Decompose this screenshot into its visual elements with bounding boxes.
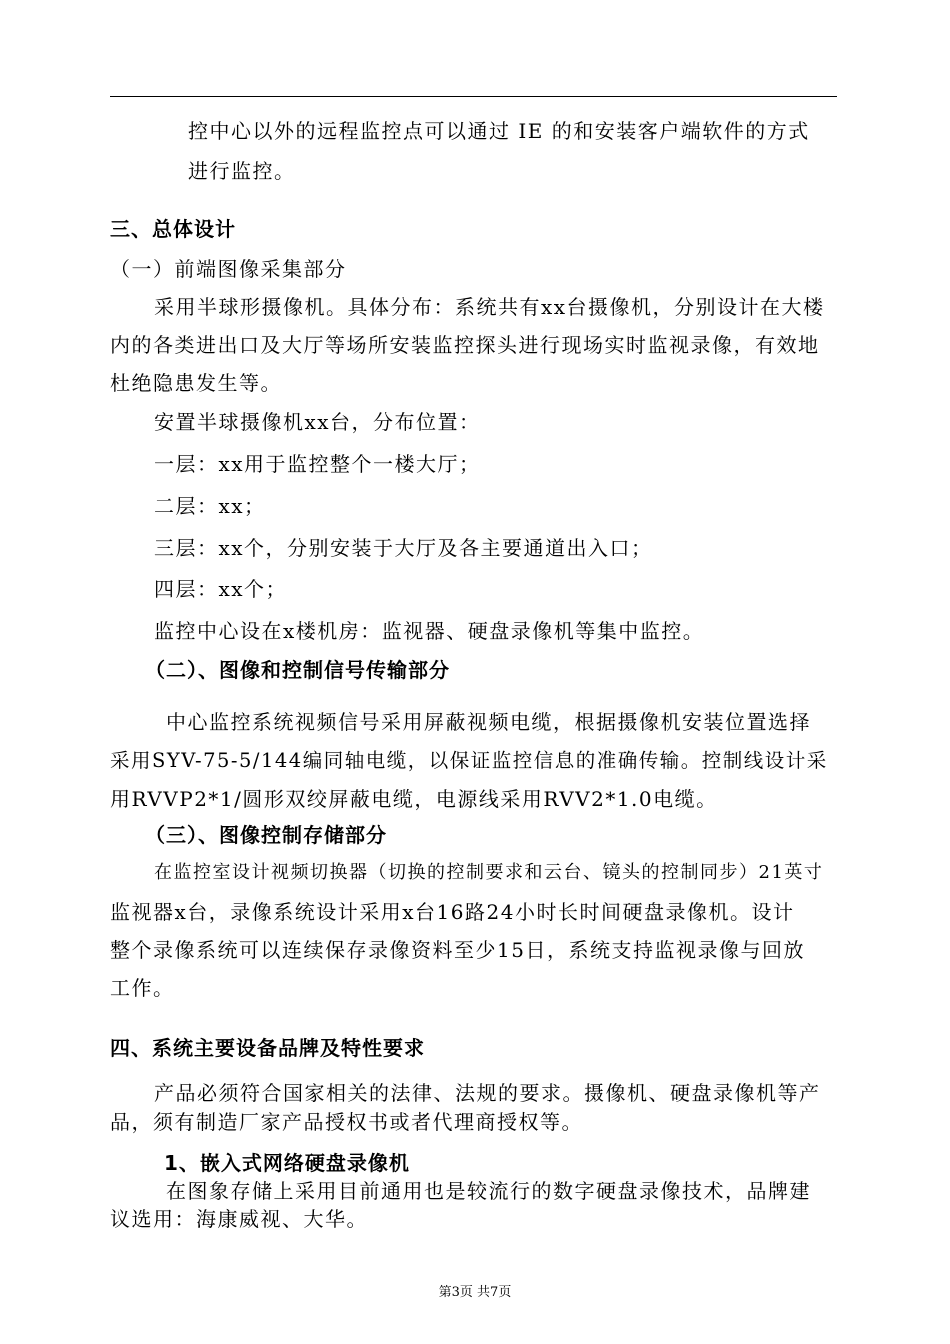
paragraph-line: 在监控室设计视频切换器（切换的控制要求和云台、镜头的控制同步）21英寸 <box>154 862 824 883</box>
paragraph-line: 整个录像系统可以连续保存录像资料至少15日，系统支持监视录像与回放 <box>110 938 805 962</box>
section-heading: 四、系统主要设备品牌及特性要求 <box>110 1036 425 1060</box>
paragraph-line: 中心监控系统视频信号采用屏蔽视频电缆，根据摄像机安装位置选择 <box>166 710 811 734</box>
paragraph-line: 在图象存储上采用目前通用也是较流行的数字硬盘录像技术，品牌建 <box>166 1179 811 1203</box>
paragraph-line: 品，须有制造厂家产品授权书或者代理商授权等。 <box>110 1110 583 1134</box>
paragraph-line: 用RVVP2*1/圆形双绞屏蔽电缆，电源线采用RVV2*1.0电缆。 <box>110 787 718 811</box>
paragraph-line: 杜绝隐患发生等。 <box>110 371 282 395</box>
paragraph-line: 控中心以外的远程监控点可以通过 IE 的和安装客户端软件的方式 <box>188 119 810 143</box>
paragraph-line: 进行监控。 <box>188 159 296 183</box>
paragraph-line: 采用SYV-75-5/144编同轴电缆，以保证监控信息的准确传输。控制线设计采 <box>110 749 828 772</box>
subsection-heading: 1、嵌入式网络硬盘录像机 <box>164 1151 410 1175</box>
paragraph-line: 采用半球形摄像机。具体分布：系统共有xx台摄像机，分别设计在大楼 <box>154 295 825 319</box>
paragraph-line: 议选用：海康威视、大华。 <box>110 1207 368 1231</box>
subsection-heading: （一）前端图像采集部分 <box>110 257 347 281</box>
subsection-heading: （二）、图像和控制信号传输部分 <box>145 658 450 682</box>
paragraph-line: 工作。 <box>110 976 175 1000</box>
paragraph-line: 产品必须符合国家相关的法律、法规的要求。摄像机、硬盘录像机等产 <box>154 1081 821 1105</box>
header-rule <box>110 96 837 97</box>
page-footer: 第3页 共7页 <box>438 1285 512 1300</box>
section-heading: 三、总体设计 <box>110 217 236 241</box>
paragraph-line: 内的各类进出口及大厅等场所安装监控探头进行现场实时监视录像，有效地 <box>110 333 820 357</box>
list-item: 四层：xx个； <box>154 577 288 601</box>
paragraph-line: 监控中心设在x楼机房：监视器、硬盘录像机等集中监控。 <box>154 619 705 643</box>
paragraph-line: 安置半球摄像机xx台，分布位置： <box>154 410 481 434</box>
paragraph-line: 监视器x台，录像系统设计采用x台16路24小时长时间硬盘录像机。设计 <box>110 900 795 924</box>
list-item: 二层：xx； <box>154 494 266 518</box>
subsection-heading: （三）、图像控制存储部分 <box>145 823 387 847</box>
list-item: 三层：xx个，分别安装于大厅及各主要通道出入口； <box>154 536 653 560</box>
list-item: 一层：xx用于监控整个一楼大厅； <box>154 452 481 476</box>
